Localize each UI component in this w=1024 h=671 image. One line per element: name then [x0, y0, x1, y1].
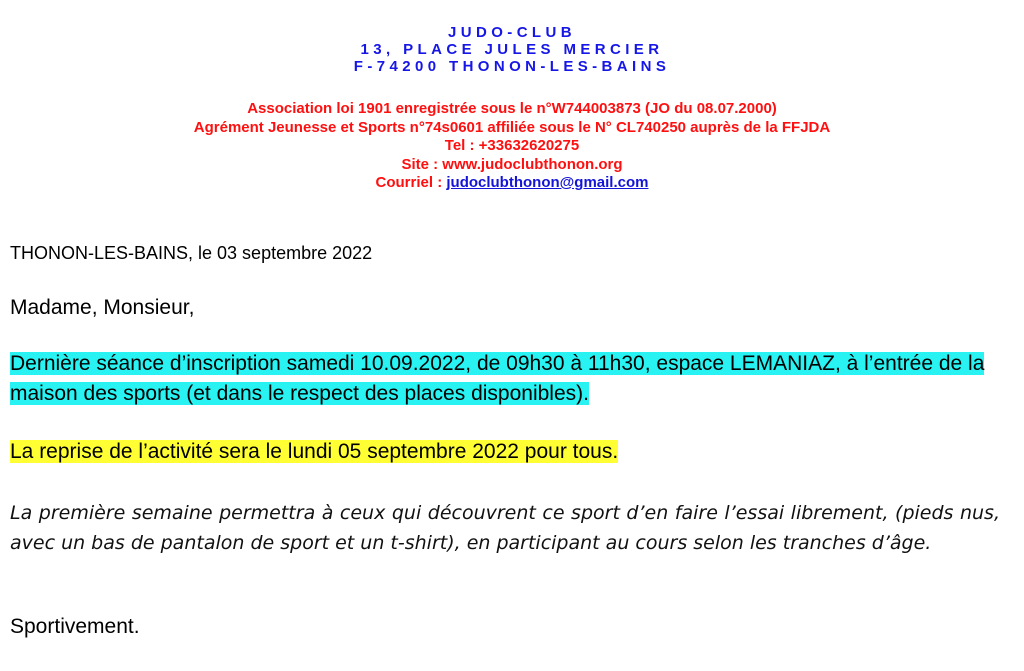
yellow-text-part2: re 2022 pour tous. — [447, 440, 619, 463]
tel-line: Tel : +33632620275 — [444, 137, 580, 154]
club-city: F-74200 THONON-LES-BAINS — [353, 58, 671, 75]
agrement-line: Agrément Jeunesse et Sports n°74s0601 affiliée sous le N° CL740250 auprès de la FFJDA — [193, 118, 831, 136]
courriel-label: Courriel : — [375, 174, 447, 191]
club-name: JUDO-CLUB — [448, 24, 576, 41]
club-address: 13, PLACE JULES MERCIER — [360, 41, 664, 58]
email-link[interactable]: judoclubthonon@gmail.com — [446, 174, 649, 191]
greeting: Madame, Monsieur, — [10, 296, 195, 319]
site-line: Site : www.judoclubthonon.org — [401, 155, 623, 173]
yellow-text-part1: La reprise de l’activité sera le lundi 05 septemb — [10, 440, 448, 463]
registration-paragraph — [10, 349, 1010, 409]
club-info — [0, 100, 1024, 193]
cyan-highlight-text: Dernière séance d’inscription samedi 10.09.2022, de 09h30 à 11h30, espace LEMANIAZ, à l’entrée de la maison des sports (et dans le respect des places disponibles). — [10, 352, 985, 405]
association-line: Association loi 1901 enregistrée sous le n°W744003873 (JO du 08.07.2000) — [247, 100, 777, 117]
yellow-highlight-text — [10, 440, 618, 463]
resumption-paragraph[interactable] — [10, 437, 618, 467]
trial-week-paragraph: La première semaine permettra à ceux qui découvrent ce sport d’en faire l’essai librement, (pieds nus, avec un bas de pantalon de sport et un t-shirt), en participant au cours selon les tranches d’âge. — [10, 502, 1000, 554]
letterhead — [0, 24, 1024, 75]
closing: Sportivement. — [10, 615, 140, 638]
date-line: THONON-LES-BAINS, le 03 septembre 2022 — [10, 243, 373, 263]
courriel-line — [0, 174, 1024, 193]
